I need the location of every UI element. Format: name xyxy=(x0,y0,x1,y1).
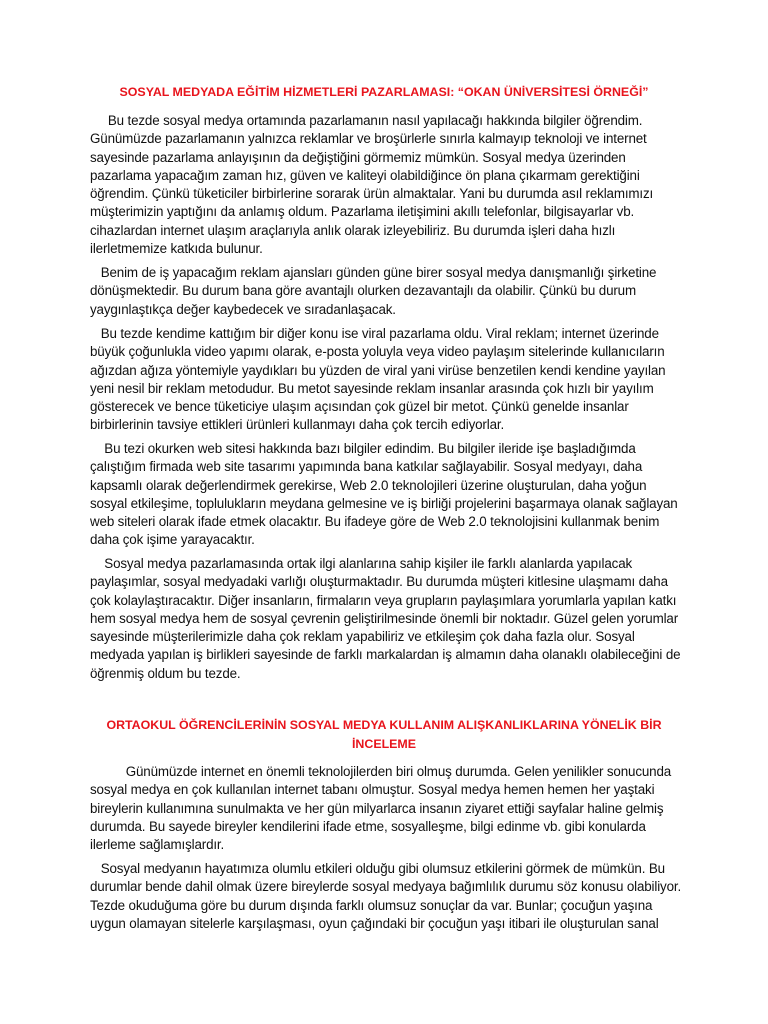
text-line: pazarlama yapacağım zaman hız, güven ve kaliteyi olabildiğince ön plana çıkarmam gerektiğini xyxy=(90,167,640,183)
text-line: medyada yapılan iş birlikleri sayesinde de farklı markalardan iş almamın daha olanaklı olabileceğini de xyxy=(90,647,681,663)
text-line: Günümüzde pazarlamanın yalnızca reklamlar ve broşürlerle sınırla kalmayıp teknoloji ve internet xyxy=(90,131,647,147)
section1-paragraph-3 xyxy=(90,325,686,435)
text-line: bireylerin kullanımına sunulmakta ve her gün milyarlarca insanın ziyaret ettiği sayfalar haline gelmiş xyxy=(90,800,664,816)
text-line: durumda. Bu sayede bireyler kendilerini ifade etme, sosyalleşme, bilgi edinme vb. gibi konularda xyxy=(90,818,646,834)
section1-paragraph-5 xyxy=(90,555,686,683)
text-line: sayesinde pazarlama anlayışının da değiştiğini görmemiz mümkün. Sosyal medya üzerinden xyxy=(90,149,626,165)
section1-title: SOSYAL MEDYADA EĞİTİM HİZMETLERİ PAZARLAMASI: “OKAN ÜNİVERSİTESİ ÖRNEĞİ” xyxy=(119,85,649,99)
text-line: kapsamlı olarak değerlendirmek gerekirse, Web 2.0 teknolojileri üzerine oluşturulan, daha yoğun xyxy=(90,477,647,493)
text-line: çalıştığım firmada web site tasarımı yapımında bana katkılar sağlayabilir. Sosyal medyayı, daha xyxy=(90,459,643,475)
text-line: Bu tezde kendime kattığım bir diğer konu ise viral pazarlama oldu. Viral reklam; internet üzerinde xyxy=(90,326,659,341)
text-line: yeni nesil bir reklam metodudur. Bu metot sayesinde reklam insanlar arasında çok hızlı bir yayılım xyxy=(90,380,654,396)
text-line: dönüşmektedir. Bu durum bana göre avantajlı olurken dezavantajlı da olabilir. Çünkü bu durum xyxy=(90,283,636,299)
text-line: yaygınlaştıkça değer kaybedecek ve sıradanlaşacak. xyxy=(90,301,396,317)
text-line: büyük çoğunlukla video yapımı olarak, e-posta yoluyla veya video paylaşım sitelerinde kullanıcıların xyxy=(90,344,665,360)
section2-paragraph-2 xyxy=(90,860,686,933)
section2-title xyxy=(90,716,678,754)
text-line: Tezde okuduğuma göre bu durum dışında farklı olumsuz sonuçlar da var. Bunlar; çocuğun yaşına xyxy=(90,897,653,913)
text-line: Sosyal medyanın hayatımıza olumlu etkileri olduğu gibi olumsuz etkilerini görmek de mümkün. Bu xyxy=(90,861,665,876)
text-line: web siteleri olarak ifade etmek olacaktır. Bu ifadeye göre de Web 2.0 teknolojisini kullanmak benim xyxy=(90,514,660,530)
section2-paragraph-1 xyxy=(90,763,686,854)
section2-title-line: İNCELEME xyxy=(351,737,417,751)
text-line: sayesinde müşterilerimizle daha çok reklam yapabiliriz ve etkileşim çok daha fazla olur. Sosyal xyxy=(90,629,635,645)
text-line: uygun olamayan sitelerle karşılaşması, oyun çağındaki bir çocuğun yaşı itibari ile oluşturulan sanal xyxy=(90,915,659,931)
text-line: durumlar bende dahil olmak üzere bireylerde sosyal medyaya bağımlılık durumu söz konusu olabiliyor. xyxy=(90,879,682,895)
text-line: birbirlerinin tavsiye ettikleri ürünleri kullanmayı daha çok tercih ediyorlar. xyxy=(90,417,505,433)
text-line: Bu tezde sosyal medya ortamında pazarlamanın nasıl yapılacağı hakkında bilgiler öğrendim. xyxy=(90,113,643,128)
section1-paragraph-2 xyxy=(90,264,686,319)
text-line: Sosyal medya pazarlamasında ortak ilgi alanlarına sahip kişiler ile farklı alanlarda yapılacak xyxy=(90,556,633,571)
text-line: ağızdan ağıza yöntemiyle yaydıkları bu yüzden de viral yani virüse benzetilen kendi kendine yayılan xyxy=(90,362,666,378)
text-line: sosyal medya en çok kullanılan internet tabanı olmuştur. Sosyal medya hemen hemen her yaştaki xyxy=(90,782,655,798)
text-line: hem sosyal medya hem de sosyal çevrenin geliştirilmesinde önemli bir noktadır. Güzel gelen yorumlar xyxy=(90,610,679,626)
section1-paragraph-1 xyxy=(90,112,686,258)
text-line: Benim de iş yapacağım reklam ajansları günden güne birer sosyal medya danışmanlığı şirketine xyxy=(90,265,657,280)
text-line: müşterimizin yaptığını da anlamış oldum. Pazarlama iletişimini akıllı telefonlar, bilgisayarlar vb. xyxy=(90,204,635,220)
text-line: Bu tezi okurken web sitesi hakkında bazı bilgiler edindim. Bu bilgiler ileride işe başladığımda xyxy=(90,441,636,456)
text-line: gösterecek ve bence tüketiciye ulaşım açısından çok güzel bir metot. Çünkü genelde insanlar xyxy=(90,399,629,415)
section2-title-line: ORTAOKUL ÖĞRENCİLERİNİN SOSYAL MEDYA KULLANIM ALIŞKANLIKLARINA YÖNELİK BİR xyxy=(106,718,662,732)
text-line: cihazlardan internet ulaşım araçlarıyla anlık olarak izleyebiliriz. Bu durumda işleri daha hızlı xyxy=(90,222,616,238)
text-line: ilerletmemize katkıda bulunur. xyxy=(90,241,263,257)
section1-paragraph-4 xyxy=(90,440,686,550)
text-line: daha çok işime yarayacaktır. xyxy=(90,532,255,548)
text-line: sosyal etkileşime, toplulukların meydana gelmesine ve iş birliği projelerini başarmaya olanak sağlayan xyxy=(90,495,678,511)
text-line: çok kolaylaştıracaktır. Diğer insanların, firmaların veya grupların paylaşımlara yorumlarla yapılan katkı xyxy=(90,592,677,608)
text-line: öğrenmiş oldum bu tezde. xyxy=(90,665,241,681)
text-line: ilerleme sağlamışlardır. xyxy=(90,837,225,853)
text-line: Günümüzde internet en önemli teknolojilerden biri olmuş durumda. Gelen yenilikler sonucunda xyxy=(90,764,672,779)
text-line: paylaşımlar, sosyal medyadaki varlığı oluşturmaktadır. Bu durumda müşteri kitlesine ulaşmamı daha xyxy=(90,574,668,590)
text-line: öğrendim. Çünkü tüketiciler birbirlerine sorarak ürün almaktalar. Yani bu durumda asıl reklamımızı xyxy=(90,186,654,202)
